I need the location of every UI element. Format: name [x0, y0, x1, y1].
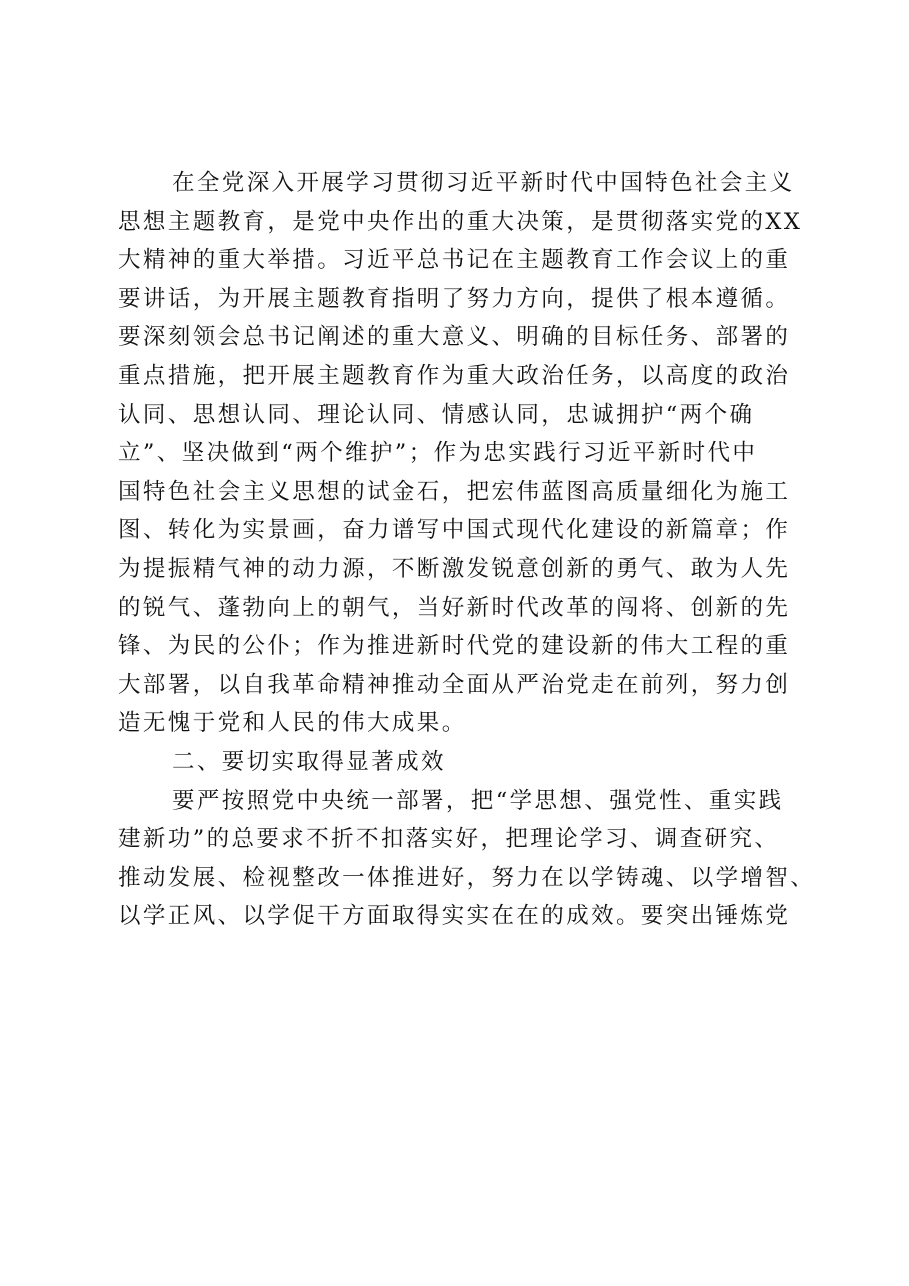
paragraph-1-line-14: 大部署，以自我革命精神推动全面从严治党走在前列，努力创 [118, 671, 791, 698]
paragraph-2-line-2: 建新功”的总要求不折不扣落实好，把理论学习、调查研究、 [118, 826, 780, 853]
section-heading: 二、要切实取得显著成效 [172, 748, 446, 775]
paragraph-1-line-15: 造无愧于党和人民的伟大成果。 [118, 710, 467, 737]
paragraph-1-line-1: 在全党深入开展学习贯彻习近平新时代中国特色社会主义 [172, 170, 795, 196]
paragraph-1-line-4: 要讲话，为开展主题教育指明了努力方向，提供了根本遵循。 [118, 285, 791, 312]
paragraph-1-line-3: 大精神的重大举措。习近平总书记在主题教育工作会议上的重 [118, 247, 791, 274]
paragraph-1-line-11: 为提振精气神的动力源，不断激发锐意创新的勇气、敢为人先 [118, 555, 791, 582]
paragraph-1-line-12: 的锐气、蓬勃向上的朝气，当好新时代改革的闯将、创新的先 [118, 594, 791, 621]
paragraph-1-line-9: 国特色社会主义思想的试金石，把宏伟蓝图高质量细化为施工 [118, 478, 791, 505]
paragraph-1-line-10: 图、转化为实景画，奋力谱写中国式现代化建设的新篇章；作 [118, 517, 791, 544]
paragraph-1-line-6: 重点措施，把开展主题教育作为重大政治任务，以高度的政治 [118, 362, 791, 389]
document-body [118, 164, 818, 936]
paragraph-2-line-4: 以学正风、以学促干方面取得实实在在的成效。要突出锤炼党 [118, 903, 791, 930]
paragraph-2-line-3: 推动发展、检视整改一体推进好，努力在以学铸魂、以学增智、 [118, 864, 816, 891]
paragraph-1-line-2: 思想主题教育，是党中央作出的重大决策，是贯彻落实党的XX [118, 208, 803, 235]
paragraph-1-line-7: 认同、思想认同、理论认同、情感认同，忠诚拥护“两个确 [118, 401, 755, 428]
paragraph-2-line-1: 要严按照党中央统一部署，把“学思想、强党性、重实践 [172, 787, 784, 814]
paragraph-1-line-13: 锋、为民的公仆；作为推进新时代党的建设新的伟大工程的重 [118, 633, 791, 660]
paragraph-1-line-5: 要深刻领会总书记阐述的重大意义、明确的目标任务、部署的 [118, 324, 791, 351]
paragraph-1-line-8: 立”、坚决做到“两个维护”；作为忠实践行习近平新时代中 [118, 440, 758, 467]
